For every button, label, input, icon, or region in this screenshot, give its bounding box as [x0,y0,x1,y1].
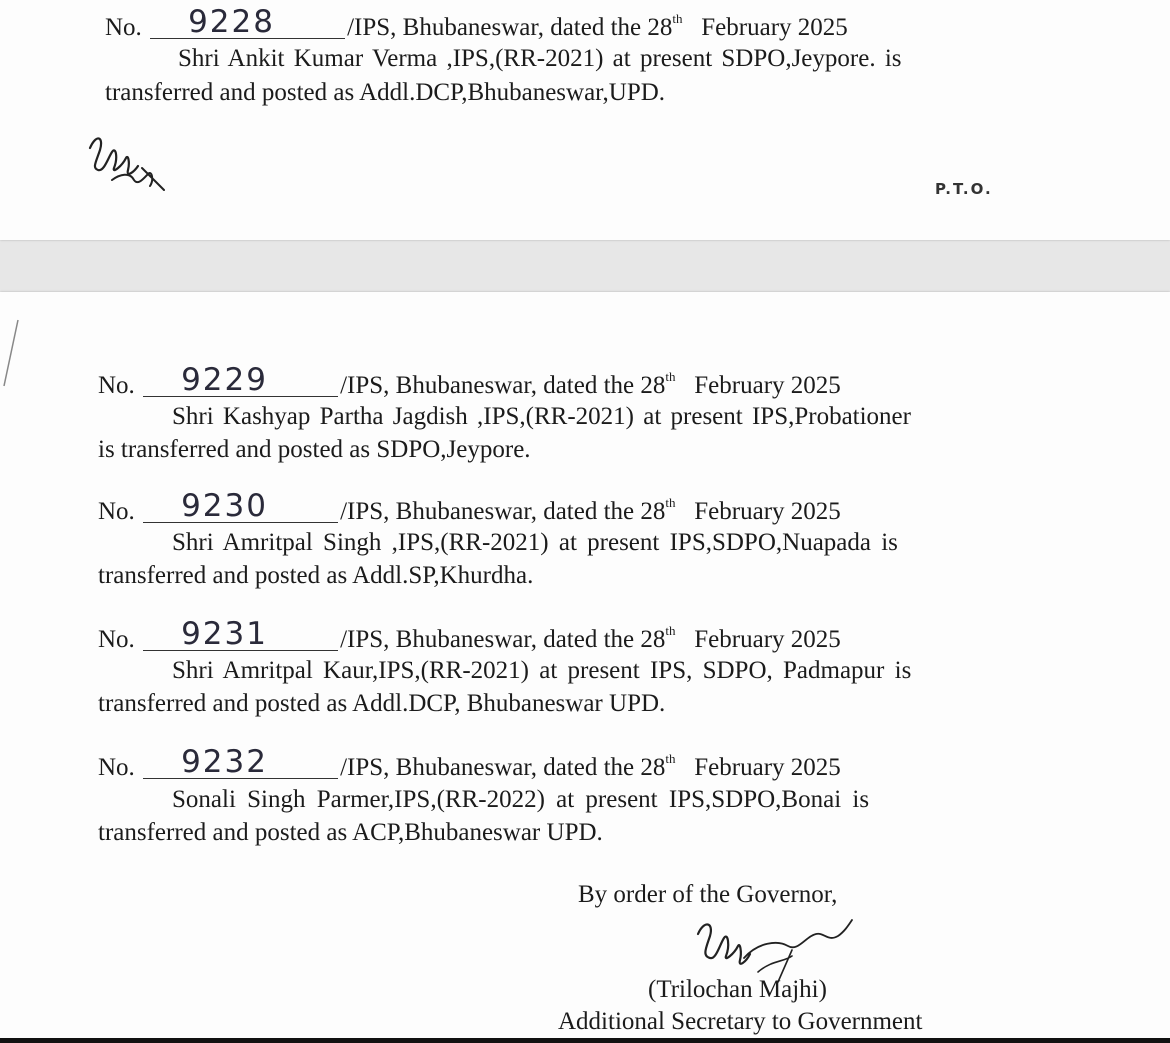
number-blank [143,488,338,524]
header-date: February 2025 [701,14,848,41]
superscript: th [665,751,676,766]
number-blank [150,4,345,40]
superscript: th [665,495,676,510]
number-label: No. [98,754,135,781]
number-blank [143,744,338,780]
number-blank [143,362,338,398]
notice-header [105,4,848,43]
handwritten-number: 9231 [181,616,268,652]
header-text: /IPS, Bhubaneswar, dated the 28 [340,372,666,399]
signatory-name: (Trilochan Majhi) [648,976,827,1003]
notice-header [98,616,841,655]
number-blank [143,616,338,652]
header-text: /IPS, Bhubaneswar, dated the 28 [340,626,666,653]
notice-body-line1: Shri Ankit Kumar Verma ,IPS,(RR-2021) at present SDPO,Jeypore. is [178,45,902,72]
notice-body-line1: Sonali Singh Parmer,IPS,(RR-2022) at present IPS,SDPO,Bonai is [172,786,870,813]
pto-mark: P.T.O. [935,180,993,198]
notice-body-line2: transferred and posted as Addl.SP,Khurdha. [98,562,534,589]
notice-body-line2: is transferred and posted as SDPO,Jeypore. [98,436,531,463]
notice-header [98,488,841,527]
notice-body-line2: transferred and posted as Addl.DCP, Bhubaneswar UPD. [98,690,666,717]
number-label: No. [98,626,135,653]
number-label: No. [105,14,142,41]
number-label: No. [98,498,135,525]
header-date: February 2025 [694,754,841,781]
handwritten-number: 9228 [188,4,275,40]
superscript: th [672,11,683,26]
superscript: th [665,369,676,384]
notice-header [98,362,841,401]
notice-body-line1: Shri Kashyap Partha Jagdish ,IPS,(RR-2021) at present IPS,Probationer [172,403,911,430]
header-date: February 2025 [694,626,841,653]
signature-initials-icon [82,128,172,200]
number-label: No. [98,372,135,399]
notice-body-line1: Shri Amritpal Kaur,IPS,(RR-2021) at present IPS, SDPO, Padmapur is [172,657,912,684]
handwritten-number: 9230 [181,488,268,524]
signatory-designation: Additional Secretary to Government [558,1008,923,1035]
document-page-1 [0,0,1170,240]
handwritten-number: 9232 [181,744,268,780]
header-date: February 2025 [694,372,841,399]
header-date: February 2025 [694,498,841,525]
by-order-text: By order of the Governor, [578,881,838,908]
notice-body-line2: transferred and posted as ACP,Bhubaneswar UPD. [98,819,603,846]
notice-header [98,744,841,783]
header-text: /IPS, Bhubaneswar, dated the 28 [347,14,673,41]
header-text: /IPS, Bhubaneswar, dated the 28 [340,754,666,781]
notice-body-line1: Shri Amritpal Singh ,IPS,(RR-2021) at present IPS,SDPO,Nuapada is [172,529,898,556]
header-text: /IPS, Bhubaneswar, dated the 28 [340,498,666,525]
notice-body-line2: transferred and posted as Addl.DCP,Bhubaneswar,UPD. [105,79,666,106]
handwritten-number: 9229 [181,362,268,398]
scan-edge-mark-icon [0,318,22,388]
bottom-divider [0,1038,1170,1043]
superscript: th [665,623,676,638]
